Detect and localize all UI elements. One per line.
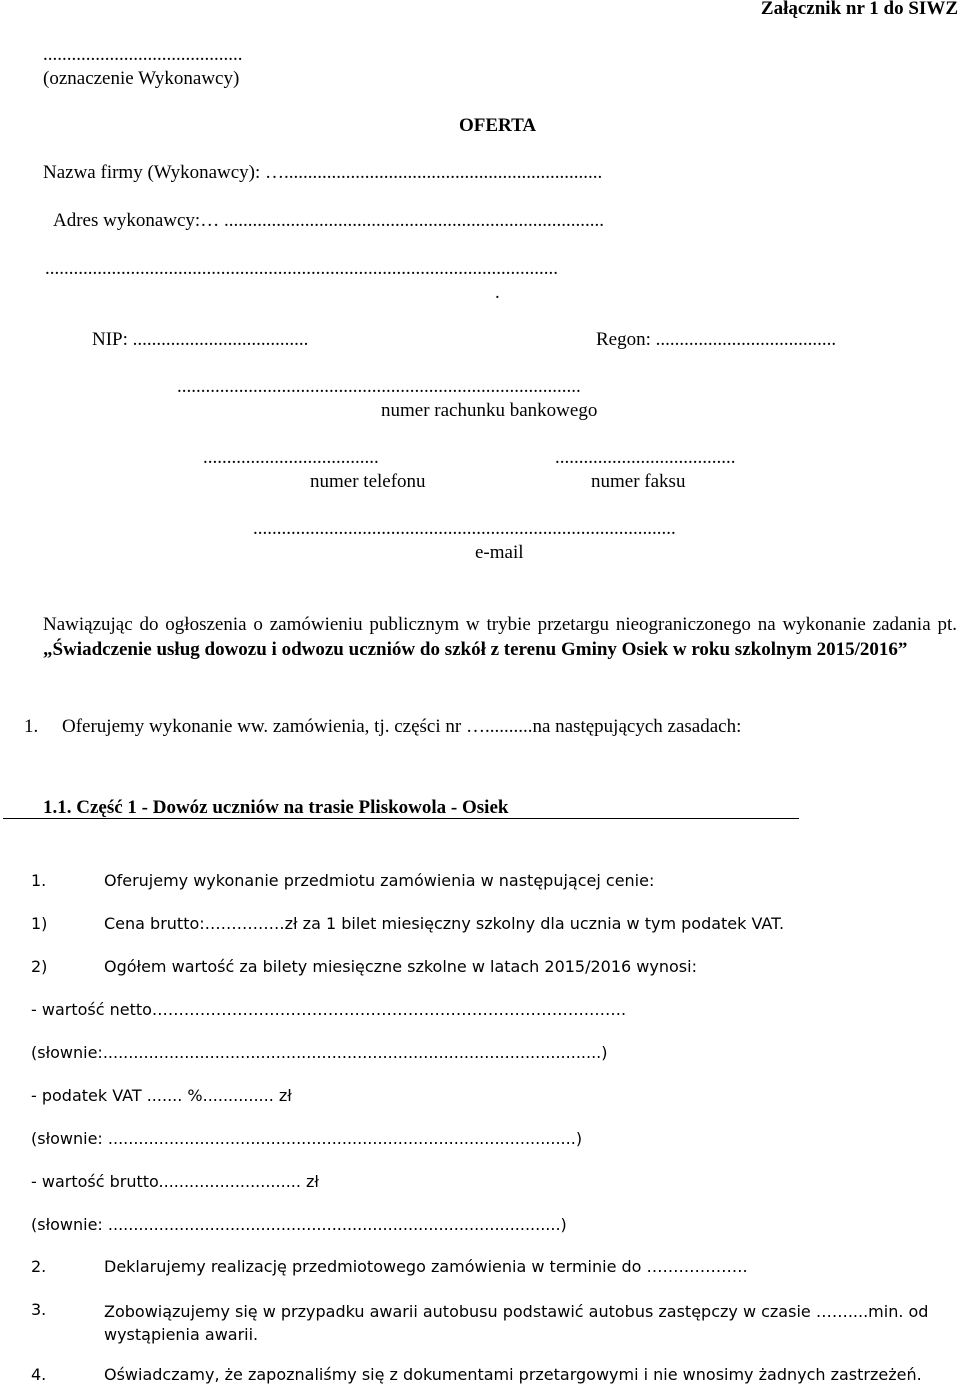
intro-paragraph [43,612,957,662]
price-gross-line: Cena brutto:……………zł za 1 bilet miesięczny szkolny dla ucznia w tym podatek VAT. [104,914,785,933]
item-3-text: Zobowiązujemy się w przypadku awarii autobusu podstawić autobus zastępczy w czasie ……....min. od wystąpienia awarii. [104,1302,929,1344]
item-1-number: 1. [31,871,47,890]
vat-words: (słownie: ............................................................................................) [31,1129,583,1148]
fax-dots: ...................................... [555,447,736,468]
price-1-number: 1) [31,914,48,933]
tender-title: „Świadczenie usług dowozu i odwozu uczniów do szkół z terenu Gminy Osiek w roku szkolnym 2015/2016” [43,639,908,660]
item-3-number: 3. [31,1300,47,1319]
offer-text: Oferujemy wykonanie ww. zamówienia, tj. części nr …..........na następujących zasadach: [62,716,742,737]
gross-value-line: - wartość brutto............................ zł [31,1172,319,1191]
address-dot: . [495,282,500,303]
email-label: e-mail [475,542,524,563]
address-line: Adres wykonawcy:… ................................................................................ [53,210,604,231]
intro-text: Nawiązując do ogłoszenia o zamówieniu publicznym w trybie przetargu nieograniczonego na wykonanie zadania pt. [43,614,957,635]
item-2-text: Deklarujemy realizację przedmiotowego zamówienia w terminie do ………………. [104,1257,748,1276]
offer-number: 1. [24,716,39,737]
offer-title: OFERTA [459,115,537,136]
item-4-number: 4. [31,1365,47,1384]
contractor-label: (oznaczenie Wykonawcy) [43,68,240,89]
fax-label: numer faksu [591,471,686,492]
bank-dots: ..................................................................................... [177,376,581,397]
gross-value-words: (słownie: .........................................................................................) [31,1215,567,1234]
nip-line: NIP: ..................................... [92,329,309,350]
item-2-number: 2. [31,1257,47,1276]
address-continuation: ............................................................................................................ [45,258,558,279]
part-heading-underline [3,818,799,819]
vat-line: - podatek VAT ....... %.............. zł [31,1086,292,1105]
item-1-text: Oferujemy wykonanie przedmiotu zamówienia w następującej cenie: [104,871,655,890]
bank-label: numer rachunku bankowego [381,400,598,421]
company-name-line: Nazwa firmy (Wykonawcy): …................................................................... [43,162,603,183]
phone-label: numer telefonu [310,471,426,492]
part-heading: 1.1. Część 1 - Dowóz uczniów na trasie Pliskowola - Osiek [43,797,509,818]
total-value-line: Ogółem wartość za bilety miesięczne szkolne w latach 2015/2016 wynosi: [104,957,697,976]
item-4-text: Oświadczamy, że zapoznaliśmy się z dokumentami przetargowymi i nie wnosimy żadnych zastrzeżeń. [104,1365,922,1384]
regon-line: Regon: ...................................... [596,329,837,350]
contractor-dots: .......................................... [43,44,243,65]
net-value-line: - wartość netto……………………………………………………………………….……. [31,1000,627,1019]
email-dots: ......................................................................................... [253,518,676,539]
net-value-words: (słownie:..................................................................................................) [31,1043,608,1062]
phone-dots: ..................................... [203,447,379,468]
attachment-label: Załącznik nr 1 do SIWZ [760,0,958,19]
price-2-number: 2) [31,957,48,976]
